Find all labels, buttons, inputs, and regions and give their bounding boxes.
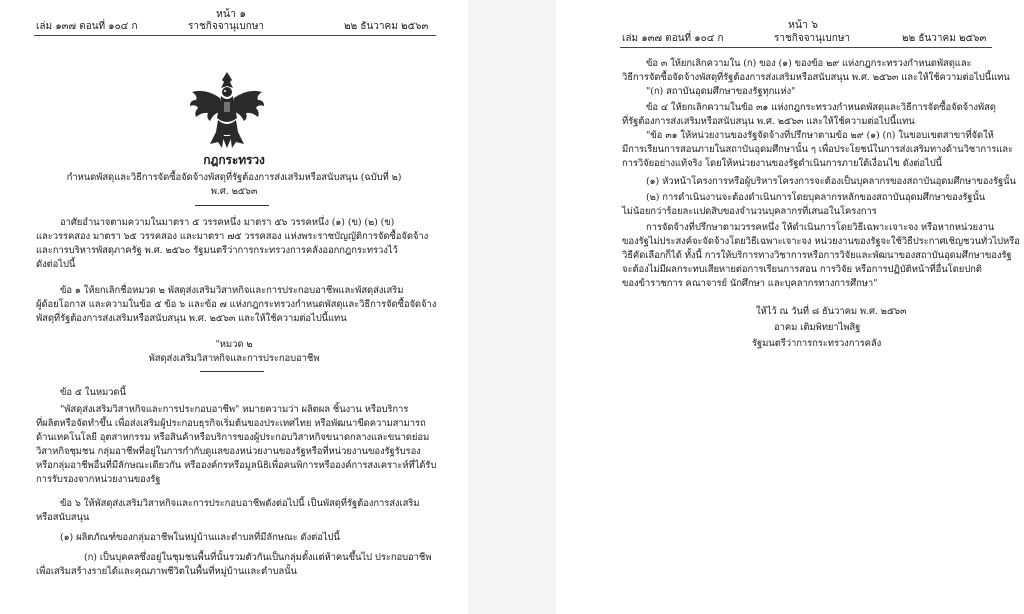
paragraph-line: ข้อ ๕ ในหมวดนี้ xyxy=(60,387,126,398)
paragraph-line: (๑) ผลิตภัณฑ์ของกลุ่มอาชีพในหมู่บ้านและตำบลที่มีลักษณะ ดังต่อไปนี้ xyxy=(60,532,340,543)
paragraph-line: (๒) การดำเนินงานจะต้องดำเนินการโดยบุคลากรหลักของสถาบันอุดมศึกษาของรัฐนั้น xyxy=(646,192,986,203)
paragraph-line: ข้อ ๑ ให้ยกเลิกชื่อหมวด ๒ พัสดุส่งเสริมวิสาหกิจและการประกอบอาชีพและพัสดุส่งเสริม xyxy=(60,285,404,296)
chapter-heading: "หมวด ๒ xyxy=(215,339,253,350)
paragraph-line: อาศัยอำนาจตามความในมาตรา ๕ วรรคหนึ่ง มาตรา ๕๖ วรรคหนึ่ง (๑) (ข) (๒) (ข) xyxy=(60,217,395,228)
paragraph-line: ไม่น้อยกว่าร้อยละแปดสิบของจำนวนบุคลากรที่เสนอในโครงการ xyxy=(622,206,877,217)
signatory-name: อาคม เติมพิทยาไพสิฐ xyxy=(774,322,861,333)
decree-subtitle: กำหนดพัสดุและวิธีการจัดซื้อจัดจ้างพัสดุที่รัฐต้องการส่งเสริมหรือสนับสนุน (ฉบับที่ ๒) xyxy=(66,172,402,183)
decree-title: กฎกระทรวง xyxy=(203,153,265,167)
paragraph-line: และการบริหารพัสดุภาครัฐ พ.ศ. ๒๕๖๐ รัฐมนตรีว่าการกระทรวงการคลังออกกฎกระทรวงไว้ xyxy=(36,245,398,256)
paragraph-line: การวิจัยอย่างแท้จริง โดยให้หน่วยงานของรัฐดำเนินการภายใต้เงื่อนไข ดังต่อไปนี้ xyxy=(622,158,943,169)
chapter-title: พัสดุส่งเสริมวิสาหกิจและการประกอบอาชีพ xyxy=(148,353,320,364)
paragraph-line: การจัดจ้างที่ปรึกษาตามวรรคหนึ่ง ให้ดำเนินการโดยวิธีเฉพาะเจาะจง หรือหากหน่วยงาน xyxy=(646,222,995,233)
publish-date: ๒๒ ธันวาคม ๒๕๖๓ xyxy=(902,33,987,44)
paragraph-line: ด้านเทคโนโลยี อุตสาหกรรม หรือสินค้าหรือบริการของผู้ประกอบวิสาหกิจขนาดกลางและขนาดย่อม xyxy=(36,432,430,443)
paragraph-line: ที่ผลิตหรือจัดทำขึ้น เพื่อส่งเสริมผู้ประกอบธุรกิจเริ่มต้นของประเทศไทย หรือพัฒนาขีดความสามารถ xyxy=(36,418,426,429)
paragraph-line: เพื่อเสริมสร้างรายได้และคุณภาพชีวิตในพื้นที่หมู่บ้านและตำบลนั้น xyxy=(36,566,297,577)
gazette-name: ราชกิจจานุเบกษา xyxy=(774,33,851,44)
paragraph-line: หรือสนับสนุน xyxy=(36,512,90,523)
paragraph-line: (๑) หัวหน้าโครงการหรือผู้บริหารโครงการจะต้องเป็นบุคลากรของสถาบันอุดมศึกษาของรัฐนั้น xyxy=(646,176,1016,187)
paragraph-line: "ข้อ ๓๑ ให้หน่วยงานของรัฐจัดจ้างที่ปรึกษาตามข้อ ๒๙ (๑) (ก) ในขอบเขตสาขาที่จัดให้ xyxy=(646,130,994,141)
paragraph-line: จะต้องไม่มีผลกระทบเสียหายต่อการเรียนการสอน การวิจัย หรือการปฏิบัติหน้าที่อื่นโดยปกติ xyxy=(622,264,982,275)
paragraph-line: การรับรองจากหน่วยงานของรัฐ xyxy=(36,474,161,485)
signing-date: ให้ไว้ ณ วันที่ ๘ ธันวาคม พ.ศ. ๒๕๖๓ xyxy=(756,306,907,317)
paragraph-line: ของข้าราชการ คณาจารย์ นักศึกษา และบุคลากรทางการศึกษา" xyxy=(622,278,878,289)
paragraph-line: ที่รัฐต้องการส่งเสริมหรือสนับสนุน พ.ศ. ๒๕๖๓ และให้ใช้ความต่อไปนี้แทน xyxy=(622,116,915,127)
gazette-page-left xyxy=(0,0,468,614)
paragraph-line: วิธีการจัดซื้อจัดจ้างพัสดุที่รัฐต้องการส่งเสริมหรือสนับสนุน พ.ศ. ๒๕๖๓ และให้ใช้ความต่อไปนี้แทน xyxy=(622,72,1010,83)
paragraph-line: มีการเรียนการสอนภายในสถาบันอุดมศึกษานั้น ๆ เพื่อประโยชน์ในการส่งเสริมทางด้านวิชาการและ xyxy=(622,144,1014,155)
paragraph-line: วิธีคัดเลือกก็ได้ ทั้งนี้ การให้บริการทางวิชาการหรือการวิจัยและพัฒนาของสถาบันอุดมศึกษาของรัฐ xyxy=(622,250,1012,261)
paragraph-line: วิสาหกิจชุมชน กลุ่มอาชีพที่อยู่ในการกำกับดูแลของหน่วยงานของรัฐหรือที่หน่วยงานของรัฐรับรอง xyxy=(36,446,421,457)
paragraph-line: ข้อ ๔ ให้ยกเลิกความในข้อ ๓๑ แห่งกฎกระทรวงกำหนดพัสดุและวิธีการจัดซื้อจัดจ้างพัสดุ xyxy=(646,102,996,113)
gazette-page-right xyxy=(556,0,1024,614)
signatory-title: รัฐมนตรีว่าการกระทรวงการคลัง xyxy=(752,338,882,349)
paragraph-line: ข้อ ๓ ให้ยกเลิกความใน (ก) ของ (๑) ของข้อ ๒๙ แห่งกฎกระทรวงกำหนดพัสดุและ xyxy=(646,58,972,69)
volume-label: เล่ม ๑๓๗ ตอนที่ ๑๐๔ ก xyxy=(622,33,724,44)
paragraph-line: ของรัฐไม่ประสงค์จะจัดจ้างโดยวิธีเฉพาะเจาะจง หน่วยงานของรัฐจะใช้วิธีประกาศเชิญชวนทั่วไปหรือ xyxy=(622,236,1020,247)
page-number: หน้า ๑ xyxy=(216,8,246,20)
paragraph-line: ผู้ด้อยโอกาส และความในข้อ ๕ ข้อ ๖ และข้อ ๗ แห่งกฎกระทรวงกำหนดพัสดุและวิธีการจัดซื้อจัดจ้าง xyxy=(36,299,437,310)
gazette-name: ราชกิจจานุเบกษา xyxy=(188,21,265,32)
title-rule xyxy=(195,205,269,206)
paragraph-line: หรือกลุ่มอาชีพอื่นที่มีลักษณะเดียวกัน หรือองค์กรหรือมูลนิธิเพื่อคนพิการหรือองค์การสงเคราะห์ที่ได้รับ xyxy=(36,460,437,471)
publish-date: ๒๒ ธันวาคม ๒๕๖๓ xyxy=(344,21,429,32)
paragraph-line: "(ก) สถาบันอุดมศึกษาของรัฐทุกแห่ง" xyxy=(646,86,796,97)
paragraph-line: ดังต่อไปนี้ xyxy=(36,259,76,270)
paragraph-line: "พัสดุส่งเสริมวิสาหกิจและการประกอบอาชีพ" หมายความว่า ผลิตผล ชิ้นงาน หรือบริการ xyxy=(60,404,409,415)
volume-label: เล่ม ๑๓๗ ตอนที่ ๑๐๔ ก xyxy=(36,21,138,32)
header-rule xyxy=(34,35,436,36)
paragraph-line: พัสดุที่รัฐต้องการส่งเสริมหรือสนับสนุน พ.ศ. ๒๕๖๓ และให้ใช้ความต่อไปนี้แทน xyxy=(36,313,347,324)
chapter-rule xyxy=(200,371,264,372)
garuda-emblem-icon xyxy=(188,68,266,150)
paragraph-line: ข้อ ๖ ให้พัสดุส่งเสริมวิสาหกิจและการประกอบอาชีพดังต่อไปนี้ เป็นพัสดุที่รัฐต้องการส่งเสริม xyxy=(60,498,420,509)
header-rule xyxy=(620,47,992,48)
paragraph-line: และวรรคสอง มาตรา ๖๕ วรรคสอง และมาตรา ๗๕ วรรคสอง แห่งพระราชบัญญัติการจัดซื้อจัดจ้าง xyxy=(36,231,429,242)
decree-year: พ.ศ. ๒๕๖๓ xyxy=(210,186,258,197)
page-number: หน้า ๖ xyxy=(788,19,818,31)
paragraph-line: (ก) เป็นบุคคลซึ่งอยู่ในชุมชนพื้นที่นั้นรวมตัวกันเป็นกลุ่มตั้งแต่ห้าคนขึ้นไป ประกอบอาชีพ xyxy=(84,552,432,563)
